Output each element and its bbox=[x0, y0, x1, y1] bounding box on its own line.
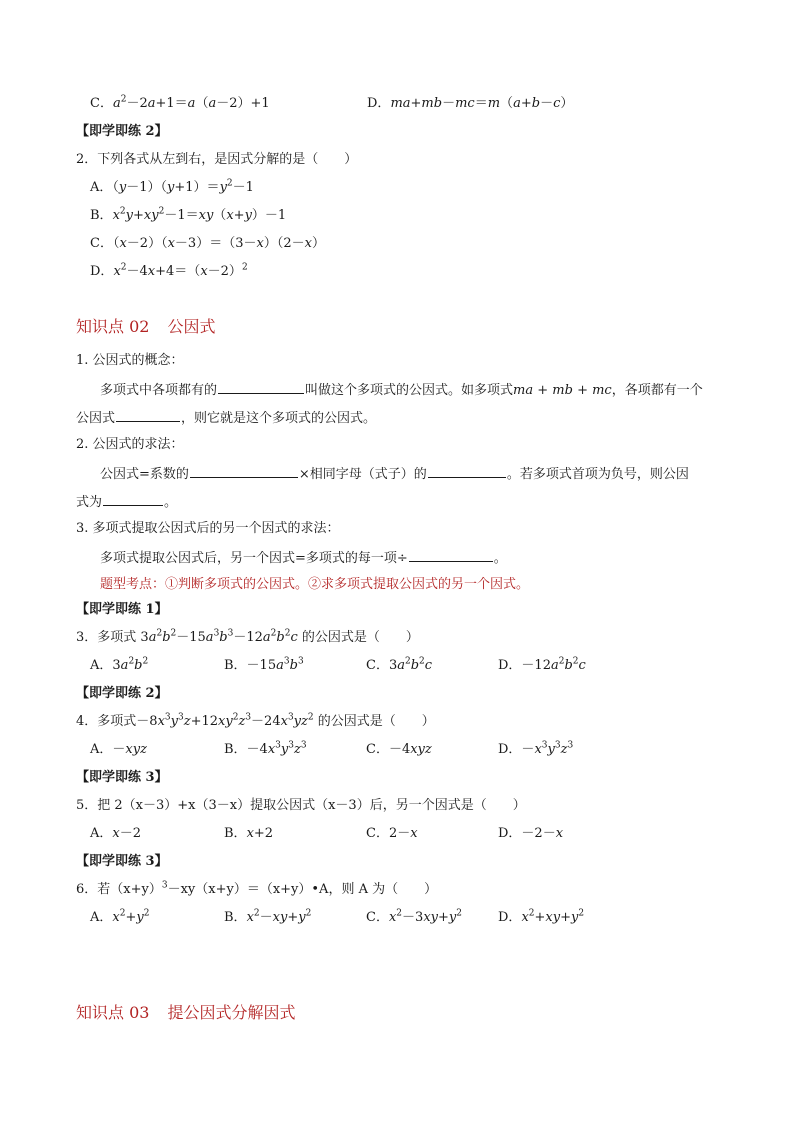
question-5-stem: 5．把 2（x－3）+x（3－x）提取公因式（x－3）后，另一个因式是（ ） bbox=[76, 798, 526, 813]
q4-option-a: A．－xyz bbox=[90, 742, 147, 757]
concept-heading-1: 1. 公因式的概念： bbox=[76, 353, 184, 368]
question-3-stem: 3．多项式 $3a^2b^2-15a^3b^3-12a^2b^2c$ 的公因式是（ ） bbox=[76, 628, 419, 645]
fill-blank[interactable] bbox=[116, 408, 180, 422]
concept-paragraph-1-cont: 公因式 ，则它就是这个多项式的公因式。 bbox=[76, 408, 376, 428]
concept-paragraph-1: 多项式中各项都有的 叫做这个多项式的公因式。如多项式ma + mb + mc，各项都有一个 bbox=[100, 380, 703, 400]
fill-blank[interactable] bbox=[428, 464, 506, 478]
q1-option-c: C．$a^2-2a+1=a(a-2)+1$ bbox=[90, 94, 270, 111]
q5-option-a: A．x－2 bbox=[90, 826, 142, 841]
q3-option-b: B．$-15a^3b^3$ bbox=[224, 656, 304, 673]
exam-points: 题型考点：①判断多项式的公因式。②求多项式提取公因式的另一个因式。 bbox=[100, 577, 530, 592]
fill-blank[interactable] bbox=[409, 548, 493, 562]
fill-blank[interactable] bbox=[218, 380, 304, 394]
section-heading-03: 知识点 03 提公因式分解因式 bbox=[76, 1003, 296, 1022]
q2-option-c: C．（x－2）（x－3）＝（3－x）（2－x） bbox=[90, 236, 325, 251]
q6-option-b: B．$x^2-xy+y^2$ bbox=[224, 908, 312, 925]
practice-tag: 【即学即练 3】 bbox=[76, 854, 168, 869]
q2-option-a: A．$(y-1)(y+1)=y^2-1$ bbox=[90, 178, 254, 195]
concept-heading-2: 2. 公因式的求法： bbox=[76, 437, 184, 452]
concept-paragraph-3: 多项式提取公因式后，另一个因式=多项式的每一项÷ 。 bbox=[100, 548, 507, 568]
q4-option-c: C．－4xyz bbox=[366, 742, 432, 757]
q5-option-c: C．2－x bbox=[366, 826, 418, 841]
q6-option-d: D．$x^2+xy+y^2$ bbox=[498, 908, 585, 925]
concept-heading-3: 3. 多项式提取公因式后的另一个因式的求法： bbox=[76, 521, 340, 536]
question-2-stem: 2．下列各式从左到右，是因式分解的是（ ） bbox=[76, 152, 358, 167]
q3-option-a: A．$3a^2b^2$ bbox=[90, 656, 149, 673]
q3-option-c: C．$3a^2b^2c$ bbox=[366, 656, 433, 673]
q2-option-d: D．$x^2-4x+4=(x-2)^2$ bbox=[90, 262, 248, 279]
section-heading-02: 知识点 02 公因式 bbox=[76, 317, 216, 336]
q4-option-b: B．$-4x^3y^3z^3$ bbox=[224, 740, 307, 757]
question-6-stem: 6．若$(x+y)^3-xy(x+y)=(x+y)•A$，则 A 为（ ） bbox=[76, 880, 438, 897]
fill-blank[interactable] bbox=[103, 492, 163, 506]
concept-paragraph-2: 公因式=系数的 ×相同字母（式子）的 。若多项式首项为负号，则公因 bbox=[100, 464, 689, 484]
q5-option-b: B．x+2 bbox=[224, 826, 274, 841]
q6-option-c: C．$x^2-3xy+y^2$ bbox=[366, 908, 462, 925]
practice-tag: 【即学即练 1】 bbox=[76, 602, 168, 617]
q4-option-d: D．$-x^3y^3z^3$ bbox=[498, 740, 574, 757]
question-4-stem: 4．多项式$-8x^3y^3z+12xy^2z^3-24x^3yz^2$ 的公因式是（ ） bbox=[76, 712, 435, 729]
fill-blank[interactable] bbox=[190, 464, 298, 478]
concept-paragraph-2-cont: 式为 。 bbox=[76, 492, 177, 512]
practice-tag: 【即学即练 3】 bbox=[76, 770, 168, 785]
q2-option-b: B．$x^2y+xy^2-1=xy(x+y)-1$ bbox=[90, 206, 287, 223]
q3-option-d: D．$-12a^2b^2c$ bbox=[498, 656, 586, 673]
practice-tag: 【即学即练 2】 bbox=[76, 124, 168, 139]
practice-tag: 【即学即练 2】 bbox=[76, 686, 168, 701]
q1-option-d: D．ma+mb－mc＝m（a+b－c） bbox=[367, 96, 574, 111]
q6-option-a: A．$x^2+y^2$ bbox=[90, 908, 150, 925]
q5-option-d: D．－2－x bbox=[498, 826, 564, 841]
